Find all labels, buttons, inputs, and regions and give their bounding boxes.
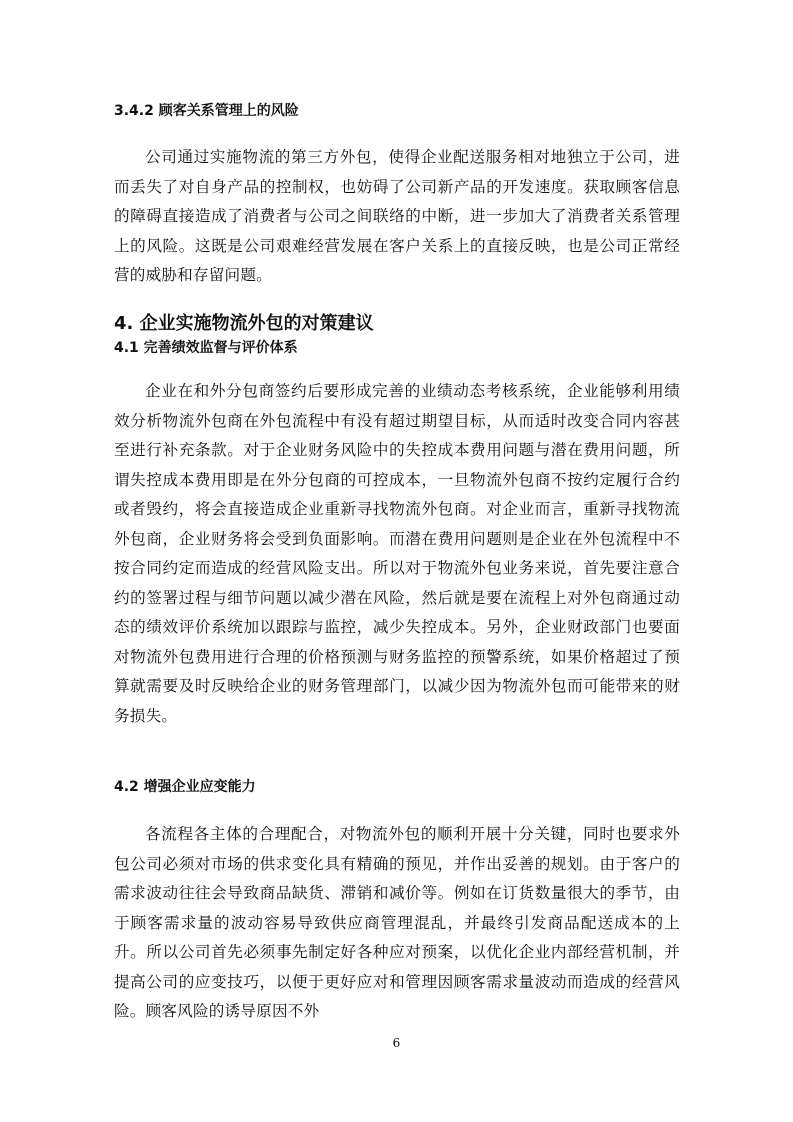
- section-heading-3-4-2: 3.4.2 顾客关系管理上的风险: [114, 103, 299, 119]
- section-paragraph-4-2: 各流程各主体的合理配合，对物流外包的顺利开展十分关键，同时也要求外包公司必须对市场的供求变化具有精确的预见，并作出妥善的规划。由于客户的需求波动往往会导致商品缺货、滞销和减价等。例如在订货数量很大的季节，由于顾客需求量的波动容易导致供应商管理混乱，并最终引发商品配送成本的上升。所以公司首先必须事先制定好各种应对预案，以优化企业内部经营机制，并提高公司的应变技巧，以便于更好应对和管理因顾客需求量波动而造成的经营风险。顾客风险的诱导原因不外: [114, 825, 680, 1020]
- section-paragraph-4-1: 企业在和外分包商签约后要形成完善的业绩动态考核系统，企业能够利用绩效分析物流外包商在外包流程中有没有超过期望目标，从而适时改变合同内容甚至进行补充条款。对于企业财务风险中的失控成本费用问题与潜在费用问题，所谓失控成本费用即是在外分包商的可控成本，一旦物流外包商不按约定履行合约或者毁约，将会直接造成企业重新寻找物流外包商。对企业而言，重新寻找物流外包商，企业财务将会受到负面影响。而潜在费用问题则是企业在外包流程中不按合同约定而造成的经营风险支出。所以对于物流外包业务来说，首先要注意合约的签署过程与细节问题以减少潜在风险，然后就是要在流程上对外包商通过动态的绩效评价系统加以跟踪与监控，减少失控成本。另外，企业财政部门也要面对物流外包费用进行合理的价格预测与财务监控的预警系统，如果价格超过了预算就需要及时反映给企业的财务管理部门，以减少因为物流外包而可能带来的财务损失。: [114, 382, 680, 725]
- section-heading-4-1: 4.1 完善绩效监督与评价体系: [114, 340, 298, 356]
- section-paragraph-3-4-2: 公司通过实施物流的第三方外包，使得企业配送服务相对地独立于公司，进而丢失了对自身产品的控制权，也妨碍了公司新产品的开发速度。获取顾客信息的障碍直接造成了消费者与公司之间联络的中断，进一步加大了消费者关系管理上的风险。这既是公司艰难经营发展在客户关系上的直接反映，也是公司正常经营的威胁和存留问题。: [114, 148, 680, 284]
- page-number: 6: [392, 1036, 401, 1050]
- chapter-heading-4: 4. 企业实施物流外包的对策建议: [114, 313, 374, 334]
- section-heading-4-2: 4.2 增强企业应变能力: [114, 779, 256, 795]
